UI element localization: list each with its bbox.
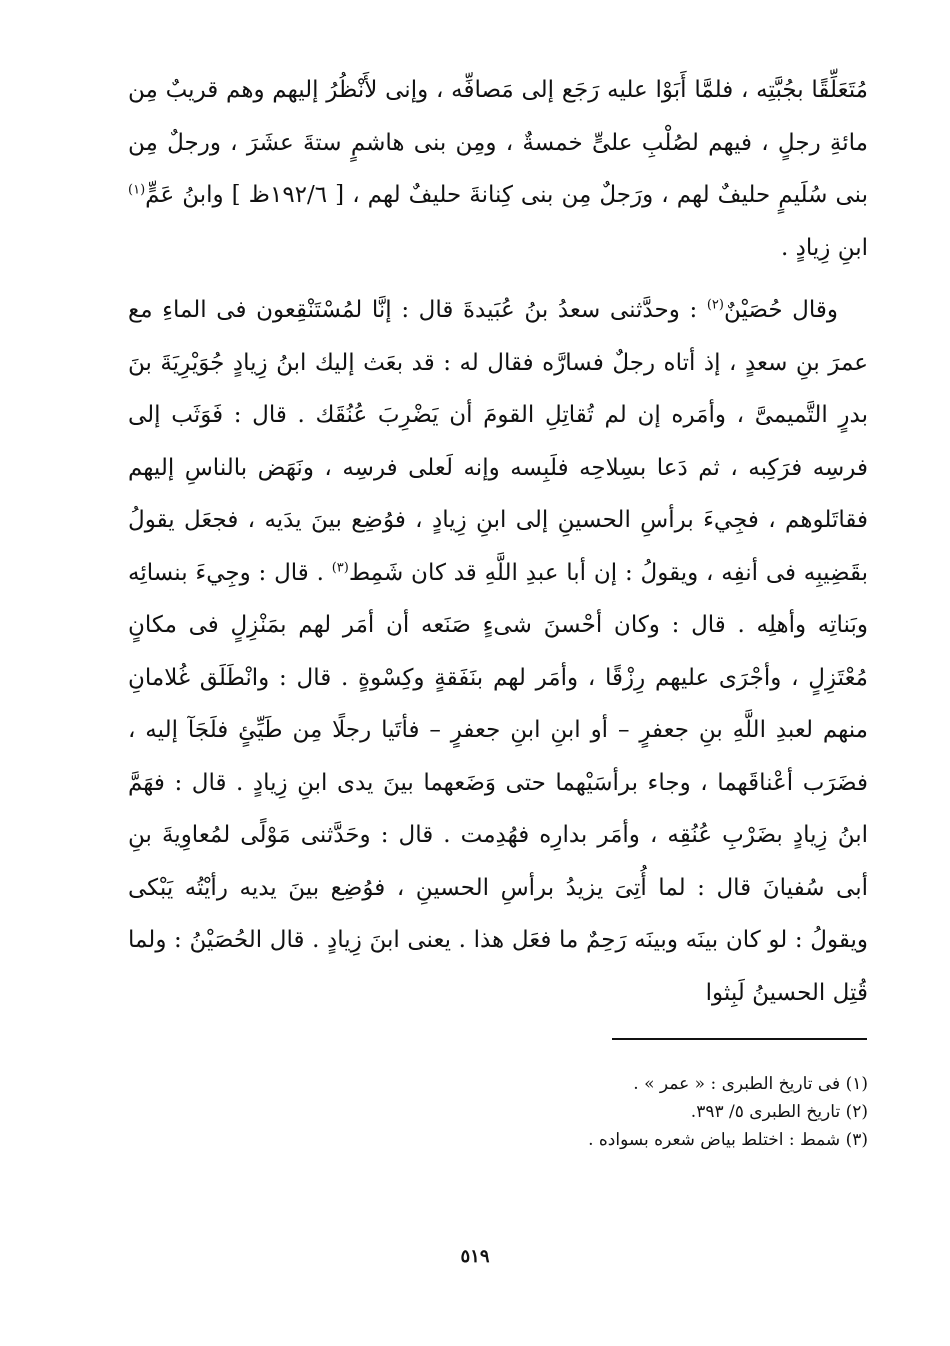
paragraph — [128, 64, 868, 274]
text-run: مُتَعَلِّقًا بجُبَّتِه ، فلمَّا أَبَوْا عليه رَجَع إلى مَصافِّه ، وإنى لأَنْظُرُ إليهم وهم قريبٌ مِن مائةِ رجلٍ ، فيهم لصُلْبِ علىٍّ خمسةٌ ، ومِن بنى هاشمٍ ستةَ عشَرَ ، ورجلٌ مِن بنى سُلَيمٍ حليفٌ لهم ، ورَجلٌ مِن بنى كِنانةَ حليفٌ لهم ، [ ١٩٢/٦ظ ] وابنُ عَمٍّ — [128, 77, 868, 208]
main-text — [128, 64, 868, 1019]
footnote-ref: (٣) — [331, 559, 349, 575]
text-run: وقال حُصَيْنٌ — [723, 297, 838, 323]
text-run: . قال : وجِيءَ بنسائِه وبَناتِه وأهلِه . قال : وكان أحْسنَ شىءٍ صَنَعه أن أمَر لهم بمَنْزِلٍ فى مكانٍ مُعْتَزِلٍ ، وأجْرَى عليهم رِزْقًا ، وأمَر لهم بنَفَقةٍ وكِسْوةٍ . قال : وانْطَلَق غُلامانِ منهم لعبدِ اللَّهِ بنِ جعفرٍ – أو ابنِ ابنِ جعفرٍ – فأتَيا رجلًا مِن طَيِّئٍ فلَجَآ إليه ، فضَرَب أعْناقَهما ، وجاء برأسَيْهما حتى وَضَعهما بينَ يدى ابنِ زِيادٍ . قال : فهَمَّ ابنُ زِيادٍ بضَرْبِ عُنُقِه ، وأمَر بدارِه فهُدِمت . قال : وحَدَّثنى مَوْلًى لمُعاوِيةَ بنِ أبى سُفيانَ قال : لما أُتِىَ يزيدُ برأسِ الحسينِ ، فوُضِع بينَ يديه رأيْتُه يَبْكى ويقولُ : لو كان بينَه وبينَه رَحِمٌ ما فعَل هذا . يعنى ابنَ زِيادٍ . قال الحُصَيْنُ : ولما قُتِل الحسينُ لَبِثوا — [128, 559, 868, 1006]
footnote: (١) فى تاريخ الطبرى : « عمر » . — [633, 1074, 868, 1094]
text-run: : وحدَّثنى سعدُ بنُ عُبَيدةَ قال : إنَّا لمُسْتَنْقِعون فى الماءِ مع عمرَ بنِ سعدٍ ، إذ أتاه رجلٌ فسارَّه فقال له : قد بعَث إليك ابنُ زِيادٍ جُوَيْرِيَةَ بنَ بدرٍ التَّميمىَّ ، وأمَره إن لم تُقاتِلِ القومَ أن يَضْرِبَ عُنُقَك . قال : فَوَثَب إلى فرسِه فرَكِبه ، ثم دَعا بسِلاحِه فلَبِسه وإنه لَعلى فرسِه ، ونَهَض بالناسِ إليهم فقاتَلوهم ، فجِيءَ برأسِ الحسينِ إلى ابنِ زِيادٍ ، فوُضِع بينَ يدَيه ، فجعَل يقولُ بقَضِيبِه فى أنفِه ، ويقولُ : إن أبا عبدِ اللَّهِ قد كان شَمِط — [128, 297, 868, 586]
footnote-ref: (١) — [128, 182, 146, 198]
footnote-separator — [612, 1038, 867, 1040]
footnotes — [200, 1070, 868, 1154]
footnote-ref: (٢) — [706, 297, 724, 313]
text-run: ابنِ زِيادٍ . — [781, 234, 868, 261]
footnote: (٣) شمط : اختلط بياض شعره بسواده . — [588, 1130, 868, 1150]
footnote: (٢) تاريخ الطبرى ٥/ ٣٩٣. — [690, 1102, 868, 1122]
paragraph — [128, 284, 868, 1019]
page-number: ٥١٩ — [460, 1246, 490, 1267]
